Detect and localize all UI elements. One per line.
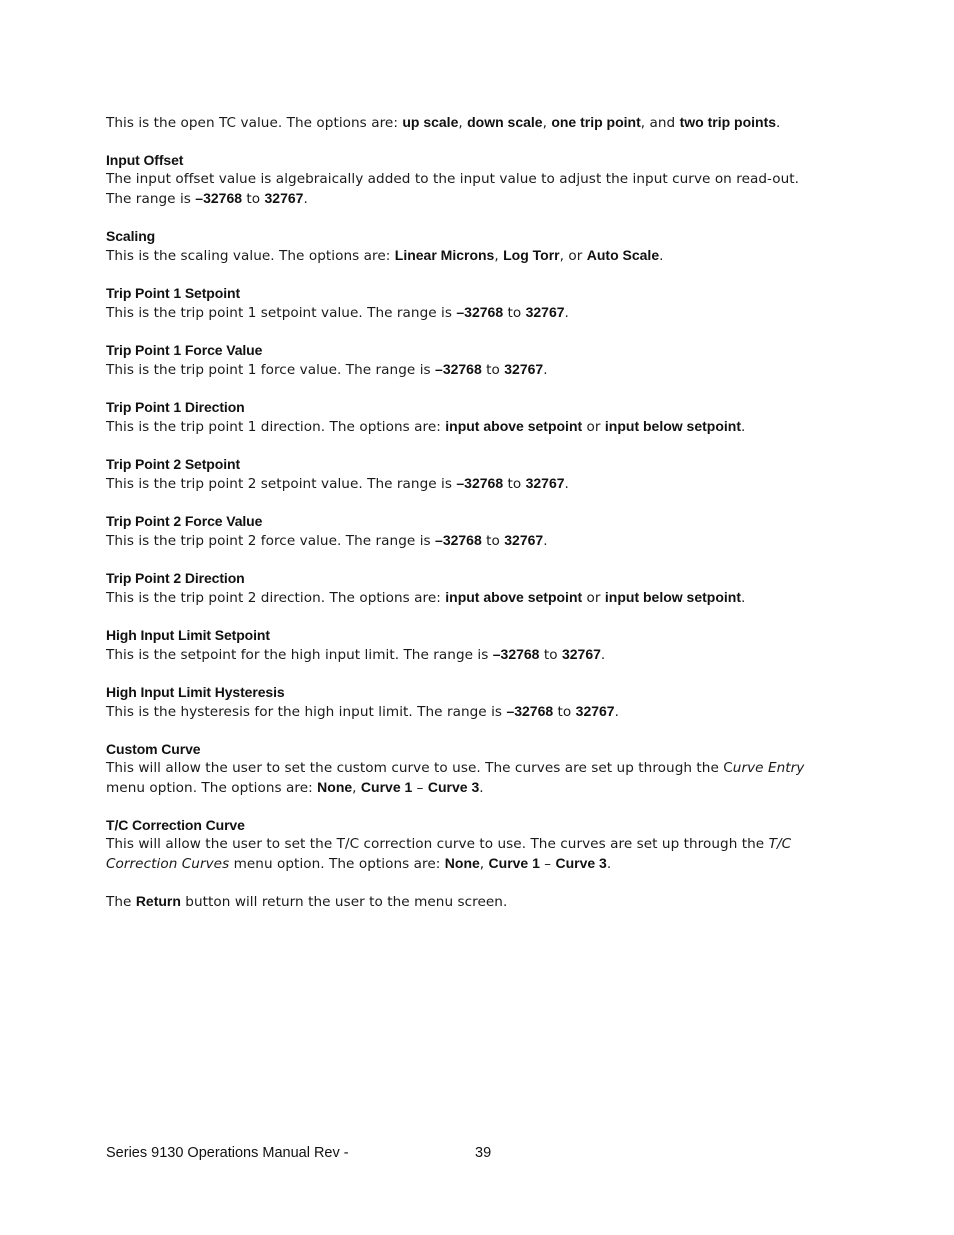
trip-point-2-setpoint-section bbox=[106, 455, 828, 494]
section-heading: Scaling bbox=[106, 228, 156, 244]
high-input-limit-hysteresis-section bbox=[106, 683, 828, 722]
section-body: This will allow the user to set the T/C correction curve to use. The curves are set up through the T/C Correction Curves menu option. The options are: None, Curve 1 – Curve 3. bbox=[106, 836, 792, 872]
section-body: This is the trip point 1 direction. The options are: input above setpoint or input below setpoint. bbox=[106, 418, 746, 435]
section-body: This is the scaling value. The options are: Linear Microns, Log Torr, or Auto Scale. bbox=[106, 247, 664, 264]
input-offset-section bbox=[106, 151, 828, 209]
section-heading: T/C Correction Curve bbox=[106, 817, 245, 833]
section-body: This is the trip point 2 force value. The range is –32768 to 32767. bbox=[106, 532, 548, 549]
section-heading: High Input Limit Setpoint bbox=[106, 627, 270, 643]
footer-manual-title: Series 9130 Operations Manual Rev - bbox=[106, 1145, 349, 1161]
section-body: This will allow the user to set the custom curve to use. The curves are set up through the Curve Entry menu option. The options are: None, Curve 1 – Curve 3. bbox=[106, 760, 805, 796]
section-heading: Trip Point 1 Force Value bbox=[106, 342, 263, 358]
footer-page-number: 39 bbox=[475, 1145, 492, 1161]
section-heading: High Input Limit Hysteresis bbox=[106, 684, 285, 700]
section-heading: Trip Point 1 Direction bbox=[106, 399, 245, 415]
return-button-note: The Return button will return the user to the menu screen. bbox=[106, 893, 508, 910]
section-body: This is the trip point 1 force value. The range is –32768 to 32767. bbox=[106, 361, 548, 378]
section-body: The input offset value is algebraically added to the input value to adjust the input curve on read-out. The range is –32768 to 32767. bbox=[106, 171, 800, 207]
open-tc-description: This is the open TC value. The options are: up scale, down scale, one trip point, and two trip points. bbox=[106, 114, 781, 131]
section-heading: Trip Point 2 Direction bbox=[106, 570, 245, 586]
section-heading: Custom Curve bbox=[106, 741, 201, 757]
trip-point-2-direction-section bbox=[106, 569, 828, 608]
section-body: This is the trip point 1 setpoint value. The range is –32768 to 32767. bbox=[106, 304, 569, 321]
section-heading: Trip Point 2 Setpoint bbox=[106, 456, 241, 472]
manual-page-body bbox=[106, 113, 828, 912]
section-heading: Input Offset bbox=[106, 152, 184, 168]
tc-correction-curve-section bbox=[106, 816, 828, 874]
high-input-limit-setpoint-section bbox=[106, 626, 828, 665]
section-body: This is the hysteresis for the high input limit. The range is –32768 to 32767. bbox=[106, 703, 619, 720]
trip-point-1-setpoint-section bbox=[106, 284, 828, 323]
section-body: This is the trip point 2 setpoint value. The range is –32768 to 32767. bbox=[106, 475, 569, 492]
trip-point-1-direction-section bbox=[106, 398, 828, 437]
section-heading: Trip Point 1 Setpoint bbox=[106, 285, 241, 301]
scaling-section bbox=[106, 227, 828, 266]
trip-point-1-force-section bbox=[106, 341, 828, 380]
section-body: This is the trip point 2 direction. The options are: input above setpoint or input below setpoint. bbox=[106, 589, 746, 606]
custom-curve-section bbox=[106, 740, 828, 798]
section-heading: Trip Point 2 Force Value bbox=[106, 513, 263, 529]
trip-point-2-force-section bbox=[106, 512, 828, 551]
section-body: This is the setpoint for the high input limit. The range is –32768 to 32767. bbox=[106, 646, 606, 663]
